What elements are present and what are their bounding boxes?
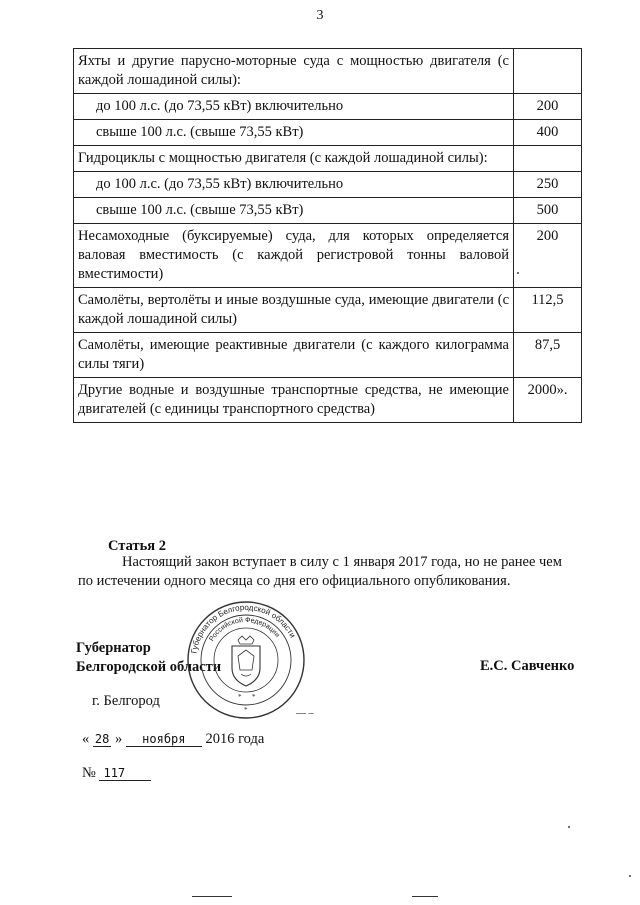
number-label: № bbox=[82, 765, 96, 781]
row-description: Яхты и другие парусно-моторные суда с мощностью двигателя (с каждой лошадиной силы): bbox=[74, 49, 514, 94]
article-title: Статья 2 bbox=[108, 538, 166, 554]
table-row bbox=[74, 288, 582, 333]
row-rate: 200 bbox=[514, 94, 582, 120]
row-rate: 500 bbox=[514, 198, 582, 224]
official-seal bbox=[186, 600, 306, 720]
svg-text:Губернатор Белгородской област: Губернатор Белгородской области bbox=[189, 602, 298, 655]
row-rate bbox=[514, 146, 582, 172]
signing-date bbox=[82, 731, 264, 748]
row-description: до 100 л.с. (до 73,55 кВт) включительно bbox=[74, 172, 514, 198]
svg-text:*: * bbox=[252, 693, 256, 701]
row-rate: 250 bbox=[514, 172, 582, 198]
row-rate: 400 bbox=[514, 120, 582, 146]
table-row bbox=[74, 146, 582, 172]
row-description: свыше 100 л.с. (свыше 73,55 кВт) bbox=[74, 120, 514, 146]
table-row bbox=[74, 224, 582, 288]
scan-speck bbox=[568, 826, 570, 828]
law-number bbox=[82, 765, 151, 782]
table-row bbox=[74, 49, 582, 94]
footer-line-left bbox=[192, 896, 232, 897]
table-row bbox=[74, 198, 582, 224]
svg-text:*: * bbox=[244, 706, 248, 714]
governor-title-line-1: Губернатор bbox=[76, 640, 151, 656]
page-number: 3 bbox=[316, 8, 324, 23]
date-year: 2016 года bbox=[205, 731, 265, 747]
row-description: Самолёты, имеющие реактивные двигатели (с каждого килограмма силы тяги) bbox=[74, 333, 514, 378]
date-open-quote: « bbox=[82, 731, 90, 747]
svg-text:Российской Федерации: Российской Федерации bbox=[208, 616, 281, 643]
row-rate: 87,5 bbox=[514, 333, 582, 378]
footer-line-right bbox=[412, 896, 438, 897]
signature-mark: — – bbox=[296, 708, 314, 719]
svg-text:*: * bbox=[238, 693, 242, 701]
signer-name: Е.С. Савченко bbox=[480, 658, 575, 674]
scan-speck bbox=[629, 875, 631, 877]
table-row bbox=[74, 333, 582, 378]
table-row bbox=[74, 120, 582, 146]
city: г. Белгород bbox=[92, 693, 160, 709]
tax-rates-table bbox=[73, 48, 582, 423]
row-rate: 2000». bbox=[514, 378, 582, 423]
scan-speck bbox=[517, 272, 519, 274]
row-description: свыше 100 л.с. (свыше 73,55 кВт) bbox=[74, 198, 514, 224]
row-rate bbox=[514, 49, 582, 94]
date-close-quote: » bbox=[114, 731, 123, 747]
article-line-1: Настоящий закон вступает в силу с 1 января 2017 года, но не ранее чем bbox=[122, 554, 562, 570]
date-day: 28 bbox=[94, 732, 110, 746]
governor-title-line-2: Белгородской области bbox=[76, 659, 222, 675]
row-description: Гидроциклы с мощностью двигателя (с каждой лошадиной силы): bbox=[74, 146, 514, 172]
number-value: 117 bbox=[99, 766, 151, 781]
row-description: Самолёты, вертолёты и иные воздушные суда, имеющие двигатели (с каждой лошадиной силы) bbox=[74, 288, 514, 333]
row-rate: 200 bbox=[514, 224, 582, 288]
row-description: Несамоходные (буксируемые) суда, для которых определяется валовая вместимость (с каждой регистровой тонны валовой вместимости) bbox=[74, 224, 514, 288]
table-row bbox=[74, 172, 582, 198]
row-description: до 100 л.с. (до 73,55 кВт) включительно bbox=[74, 94, 514, 120]
row-description: Другие водные и воздушные транспортные средства, не имеющие двигателей (с единицы транспортного средства) bbox=[74, 378, 514, 423]
table-row bbox=[74, 94, 582, 120]
date-month: ноября bbox=[126, 732, 202, 747]
article-body bbox=[78, 553, 578, 591]
row-rate: 112,5 bbox=[514, 288, 582, 333]
article-line-2: по истечении одного месяца со дня его официального опубликования. bbox=[78, 573, 511, 589]
table-row bbox=[74, 378, 582, 423]
